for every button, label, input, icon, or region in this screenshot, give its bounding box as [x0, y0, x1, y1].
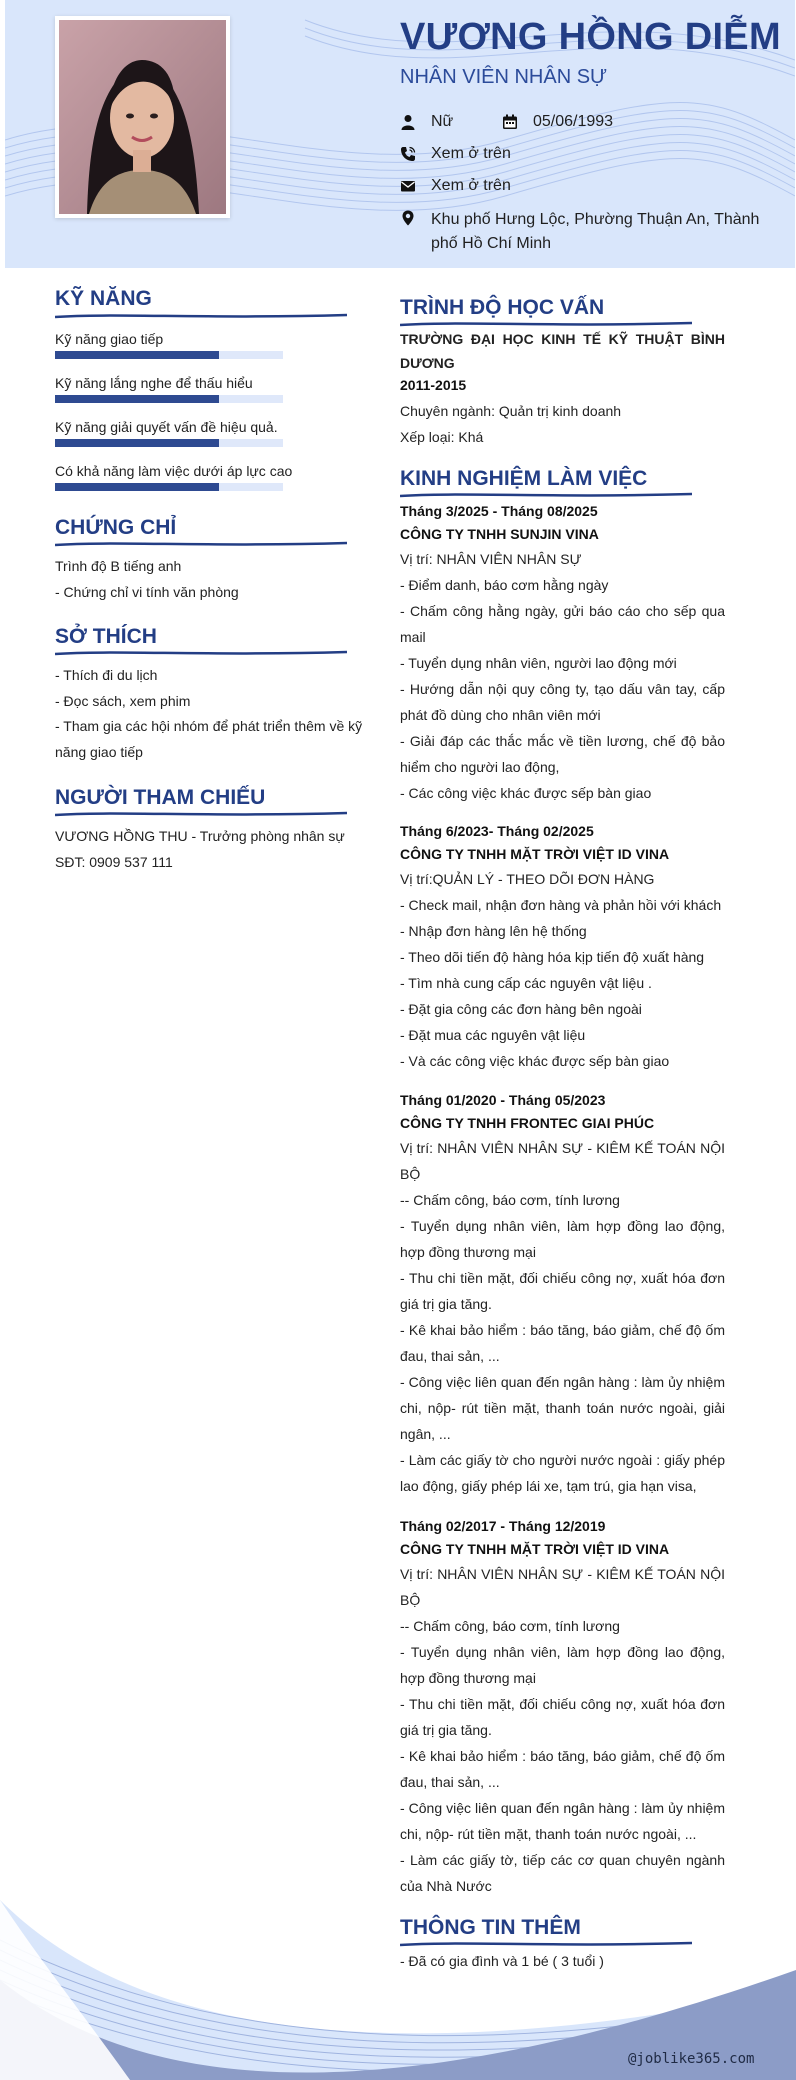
location-icon: [400, 210, 416, 226]
email-value: Xem ở trên: [431, 177, 511, 194]
skill-label-3: Kỹ năng giải quyết vấn đề hiệu quả.: [55, 419, 278, 435]
skill-bar-fill-1: [55, 351, 219, 359]
skill-bar-2: [55, 395, 283, 403]
job-2-duty-3: - Theo dõi tiến độ hàng hóa kịp tiến độ xuất hàng: [400, 949, 705, 965]
profile-photo: [59, 20, 226, 214]
skill-label-2: Kỹ năng lắng nghe để thấu hiểu: [55, 375, 253, 391]
certificates-underline: [55, 540, 347, 548]
job-3-duty-4: - Kê khai bảo hiểm : báo tăng, báo giảm, chế độ ốm đau, thai sản, ...: [400, 1322, 725, 1364]
certificate-item-1: Trình độ B tiếng anh: [55, 558, 182, 574]
job-3-company: CÔNG TY TNHH FRONTEC GIAI PHÚC: [400, 1115, 655, 1131]
job-2-duty-5: - Đặt gia công các đơn hàng bên ngoài: [400, 1001, 642, 1017]
education-major: Chuyên ngành: Quản trị kinh doanh: [400, 403, 622, 419]
certificate-item-2: - Chứng chỉ vi tính văn phòng: [55, 584, 239, 600]
education-years: 2011-2015: [400, 377, 467, 393]
hobby-item-3: - Tham gia các hội nhóm để phát triển thêm về kỹ năng giao tiếp: [55, 718, 363, 760]
job-2-duty-2: - Nhập đơn hàng lên hệ thống: [400, 923, 587, 939]
references-title: NGƯỜI THAM CHIẾU: [55, 786, 266, 809]
watermark-text: @joblike365.com: [628, 2051, 755, 2067]
hobbies-underline: [55, 649, 347, 657]
job-2-period: Tháng 6/2023- Tháng 02/2025: [400, 823, 594, 839]
birthday-value: 05/06/1993: [533, 113, 614, 130]
hobbies-title: SỞ THÍCH: [55, 625, 157, 648]
education-title: TRÌNH ĐỘ HỌC VẤN: [400, 296, 605, 319]
job-3-period: Tháng 01/2020 - Tháng 05/2023: [400, 1092, 606, 1108]
job-1-duty-2: - Chấm công hằng ngày, gửi báo cáo cho sếp qua mail: [400, 603, 725, 645]
extra-info-title: THÔNG TIN THÊM: [400, 1916, 581, 1939]
experience-title: KINH NGHIỆM LÀM VIỆC: [400, 467, 648, 490]
email-icon: [400, 178, 416, 194]
job-4-duty-1: -- Chấm công, báo cơm, tính lương: [400, 1618, 620, 1634]
extra-info-underline: [400, 1940, 692, 1948]
job-3-duty-6: - Làm các giấy tờ cho người nước ngoài : giấy phép lao động, giấy phép lái xe, tạm trú, gia hạn visa,: [400, 1452, 725, 1494]
job-3-duty-3: - Thu chi tiền mặt, đối chiếu công nợ, xuất hóa đơn giá trị gia tăng.: [400, 1270, 725, 1312]
address-value: Khu phố Hưng Lộc, Phường Thuận An, Thành phố Hồ Chí Minh: [431, 211, 760, 252]
job-2-duty-1: - Check mail, nhận đơn hàng và phản hồi với khách: [400, 897, 722, 913]
profile-photo-frame: [55, 16, 230, 218]
job-4-duty-4: - Kê khai bảo hiểm : báo tăng, báo giảm, chế độ ốm đau, thai sản, ...: [400, 1748, 725, 1790]
footer-wave-decoration: [0, 1880, 796, 2080]
job-4-period: Tháng 02/2017 - Tháng 12/2019: [400, 1518, 606, 1534]
candidate-name: VƯƠNG HỒNG DIỄM: [400, 16, 781, 58]
job-2-company: CÔNG TY TNHH MẶT TRỜI VIỆT ID VINA: [400, 846, 670, 862]
job-3-duty-5: - Công việc liên quan đến ngân hàng : làm ủy nhiệm chi, nộp- rút tiền mặt, thanh toán nước ngoài, giải ngân, ...: [400, 1374, 725, 1442]
job-4-duty-2: - Tuyển dụng nhân viên, làm hợp đồng lao động, hợp đồng thương mại: [400, 1644, 725, 1686]
skill-bar-1: [55, 351, 283, 359]
candidate-job-title: NHÂN VIÊN NHÂN SỰ: [400, 66, 608, 88]
skill-label-4: Có khả năng làm việc dưới áp lực cao: [55, 463, 293, 479]
person-icon: [400, 114, 416, 130]
skill-bar-fill-2: [55, 395, 219, 403]
job-1-period: Tháng 3/2025 - Tháng 08/2025: [400, 503, 598, 519]
job-2-duty-7: - Và các công việc khác được sếp bàn giao: [400, 1053, 670, 1069]
job-2-position: Vị trí:QUẢN LÝ - THEO DÕI ĐƠN HÀNG: [400, 871, 655, 887]
calendar-icon: [502, 114, 518, 130]
education-grade: Xếp loại: Khá: [400, 429, 484, 445]
experience-underline: [400, 491, 692, 499]
job-3-position: Vị trí: NHÂN VIÊN NHÂN SỰ - KIÊM KẾ TOÁN NỘI BỘ: [400, 1140, 725, 1182]
references-underline: [55, 810, 347, 818]
job-4-company: CÔNG TY TNHH MẶT TRỜI VIỆT ID VINA: [400, 1541, 670, 1557]
hobby-item-2: - Đọc sách, xem phim: [55, 693, 191, 709]
skills-underline: [55, 312, 347, 320]
extra-info-text: - Đã có gia đình và 1 bé ( 3 tuổi ): [400, 1953, 604, 1969]
job-1-duty-4: - Hướng dẫn nội quy công ty, tạo dấu vân tay, cấp phát đồ dùng cho nhân viên mới: [400, 681, 725, 723]
education-school: TRƯỜNG ĐẠI HỌC KINH TẾ KỸ THUẬT BÌNH DƯƠNG: [400, 331, 725, 371]
phone-icon: [400, 146, 416, 162]
skill-bar-3: [55, 439, 283, 447]
job-1-company: CÔNG TY TNHH SUNJIN VINA: [400, 526, 599, 542]
job-4-duty-5: - Công việc liên quan đến ngân hàng : làm ủy nhiệm chi, nộp- rút tiền mặt, thanh toán nước ngoài, ...: [400, 1800, 725, 1842]
certificates-title: CHỨNG CHỈ: [55, 516, 177, 539]
gender-value: Nữ: [431, 113, 454, 130]
skill-bar-fill-3: [55, 439, 219, 447]
skill-bar-4: [55, 483, 283, 491]
job-3-duty-2: - Tuyển dụng nhân viên, làm hợp đồng lao động, hợp đồng thương mại: [400, 1218, 725, 1260]
job-2-duty-6: - Đặt mua các nguyên vật liệu: [400, 1027, 586, 1043]
job-1-duty-6: - Các công việc khác được sếp bàn giao: [400, 785, 652, 801]
reference-item-1: VƯƠNG HỒNG THU - Trưởng phòng nhân sự: [55, 828, 345, 844]
job-1-duty-3: - Tuyển dụng nhân viên, người lao động mới: [400, 655, 677, 671]
job-2-duty-4: - Tìm nhà cung cấp các nguyên vật liệu .: [400, 975, 652, 991]
reference-item-2: SĐT: 0909 537 111: [55, 854, 173, 870]
job-3-duty-1: -- Chấm công, báo cơm, tính lương: [400, 1192, 620, 1208]
job-1-position: Vị trí: NHÂN VIÊN NHÂN SỰ: [400, 551, 582, 567]
skill-label-1: Kỹ năng giao tiếp: [55, 331, 164, 347]
job-1-duty-1: - Điểm danh, báo cơm hằng ngày: [400, 577, 609, 593]
job-4-duty-3: - Thu chi tiền mặt, đối chiếu công nợ, xuất hóa đơn giá trị gia tăng.: [400, 1696, 725, 1738]
job-1-duty-5: - Giải đáp các thắc mắc về tiền lương, chế độ bảo hiểm cho người lao động,: [400, 733, 725, 775]
skill-bar-fill-4: [55, 483, 219, 491]
phone-value: Xem ở trên: [431, 145, 511, 162]
job-4-position: Vị trí: NHÂN VIÊN NHÂN SỰ - KIÊM KẾ TOÁN NỘI BỘ: [400, 1566, 725, 1608]
hobby-item-1: - Thích đi du lịch: [55, 667, 158, 683]
skills-title: KỸ NĂNG: [55, 287, 152, 310]
job-4-duty-6: - Làm các giấy tờ, tiếp các cơ quan chuyên ngành của Nhà Nước: [400, 1852, 725, 1894]
